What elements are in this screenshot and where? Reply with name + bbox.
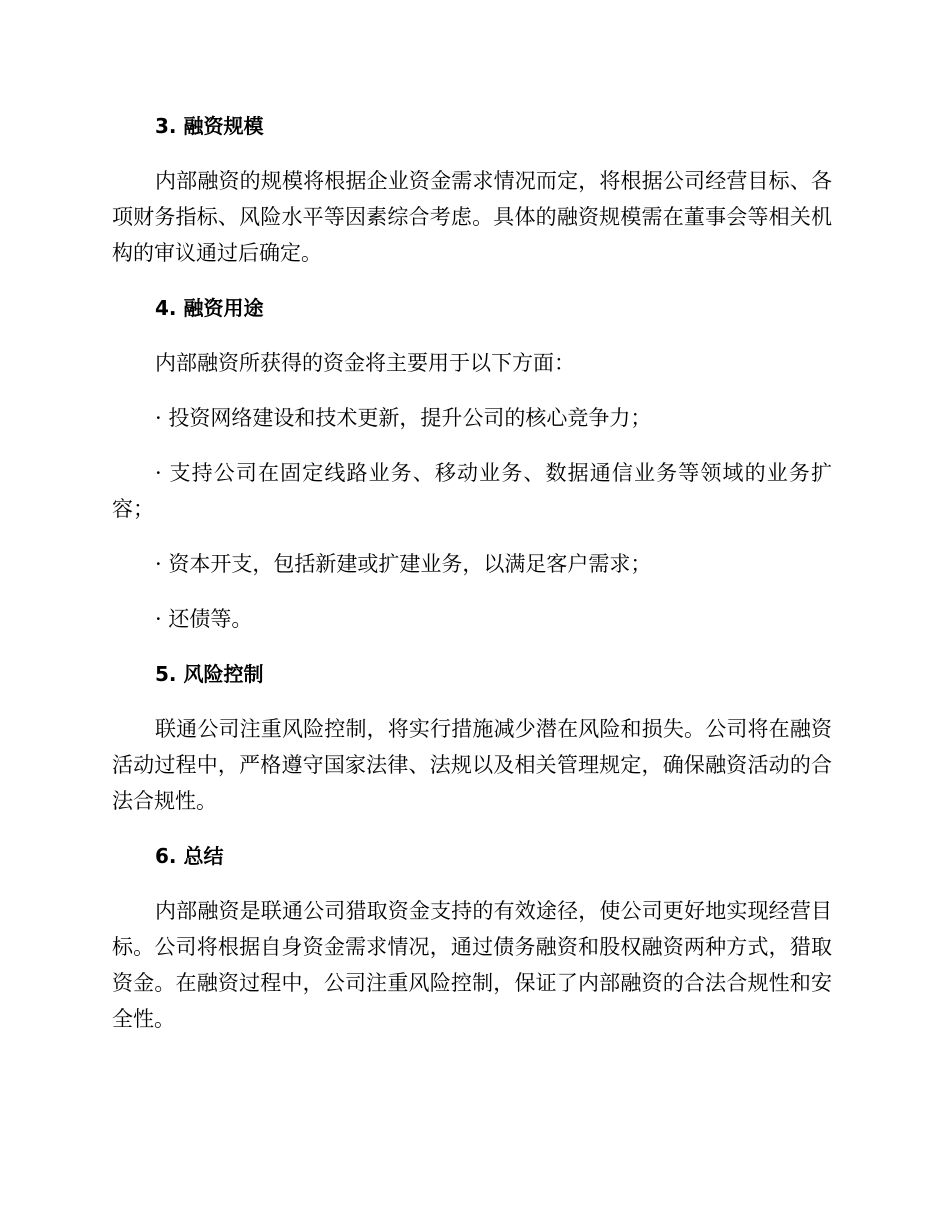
section-heading-scale: 3. 融资规模: [155, 114, 264, 138]
usage-bullet-2: · 支持公司在固定线路业务、移动业务、数据通信业务等领域的业务扩容；: [112, 461, 832, 521]
usage-bullet-1: · 投资网络建设和技术更新，提升公司的核心竞争力；: [155, 406, 652, 430]
summary-paragraph: 内部融资是联通公司猎取资金支持的有效途径，使公司更好地实现经营目标。公司将根据自身资金需求情况，通过债务融资和股权融资两种方式，猎取资金。在融资过程中，公司注重风险控制，保证了内部融资的合法合规性和安全性。: [112, 899, 832, 1031]
section-heading-summary: 6. 总结: [155, 844, 224, 868]
scale-paragraph: 内部融资的规模将根据企业资金需求情况而定，将根据公司经营目标、各项财务指标、风险水平等因素综合考虑。具体的融资规模需在董事会等相关机构的审议通过后确定。: [112, 169, 832, 265]
document-page: [112, 108, 832, 1056]
usage-bullet-3: · 资本开支，包括新建或扩建业务，以满足客户需求；: [155, 552, 652, 576]
section-heading-risk: 5. 风险控制: [155, 662, 264, 686]
usage-intro: 内部融资所获得的资金将主要用于以下方面：: [155, 351, 575, 375]
section-heading-usage: 4. 融资用途: [155, 296, 264, 320]
risk-paragraph: 联通公司注重风险控制，将实行措施减少潜在风险和损失。公司将在融资活动过程中，严格遵守国家法律、法规以及相关管理规定，确保融资活动的合法合规性。: [112, 717, 832, 813]
usage-bullet-4: · 还债等。: [155, 607, 253, 631]
